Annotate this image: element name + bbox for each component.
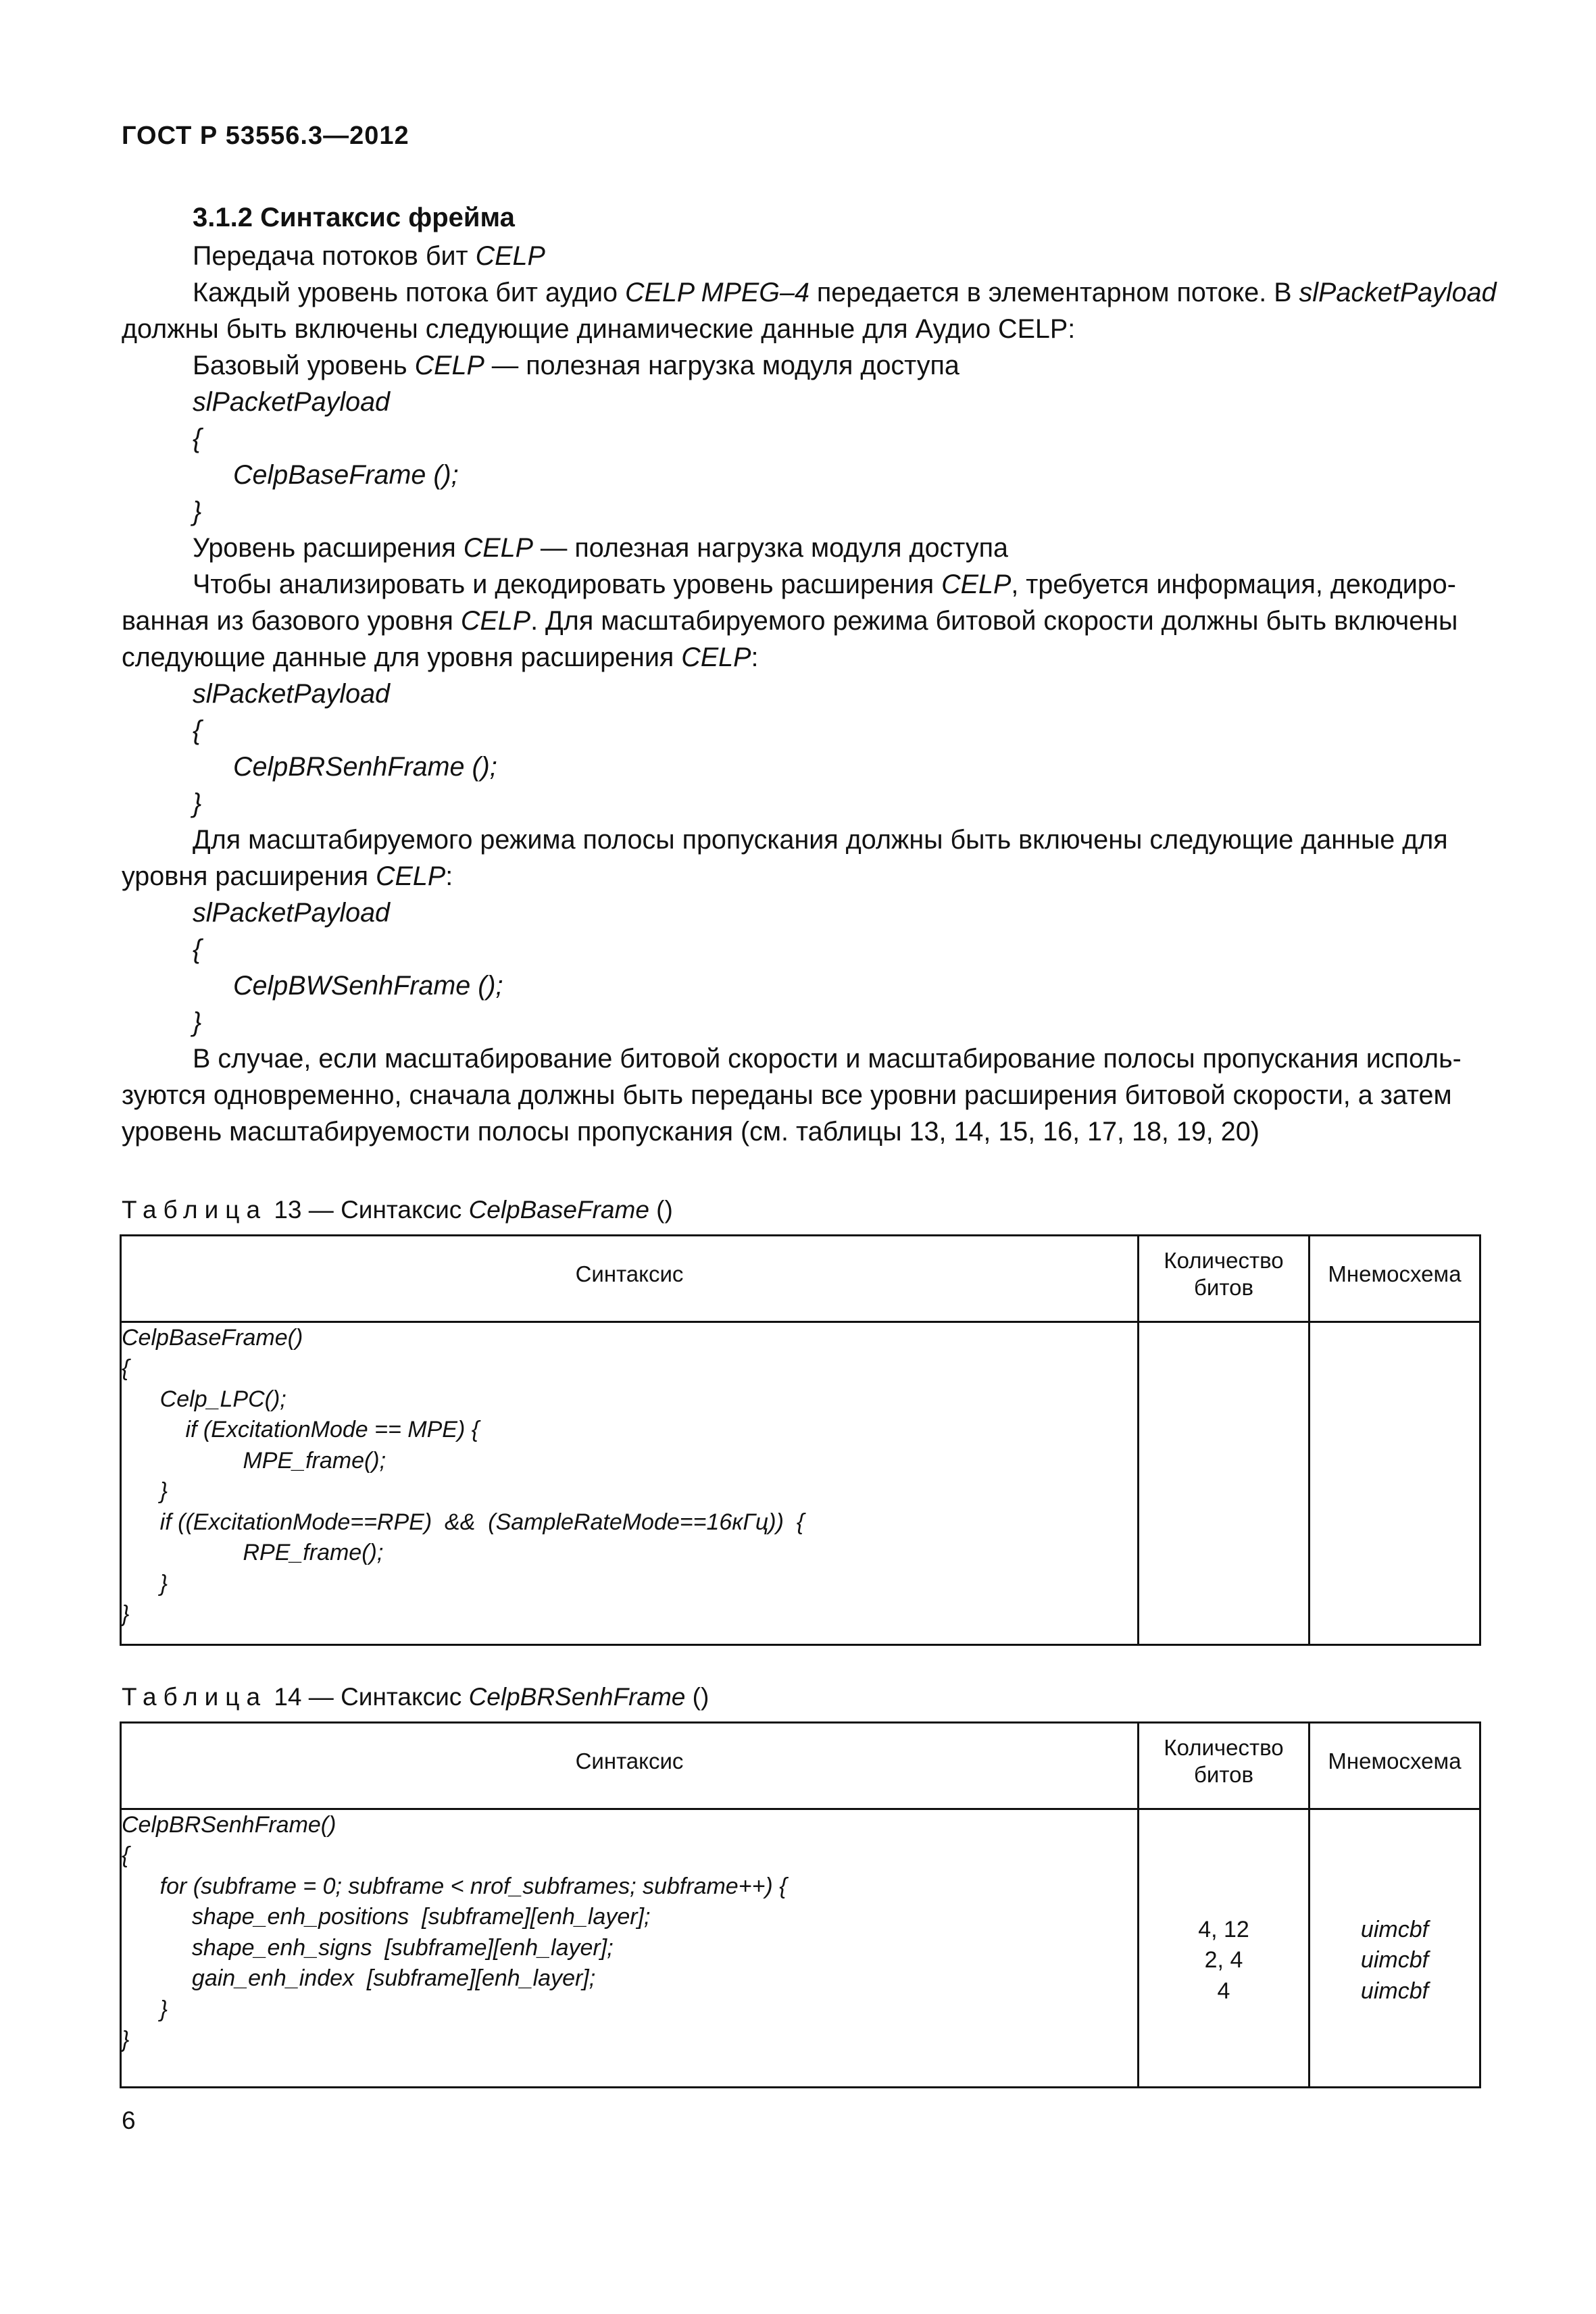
table-14	[120, 1721, 1481, 2088]
code-line: CelpBaseFrame ();	[233, 460, 459, 490]
code-line: slPacketPayload	[193, 387, 391, 417]
column-header-syntax: Синтаксис	[121, 1236, 1139, 1313]
column-header-mnemonic: Мнемосхема	[1310, 1236, 1480, 1313]
code-line: }	[193, 497, 202, 526]
body-line: ванная из базового уровня CELP. Для масштабируемого режима битовой скорости должны быть включены	[122, 606, 1458, 636]
header-separator	[121, 1800, 1139, 1809]
code-line: {	[193, 424, 202, 453]
body-line: Чтобы анализировать и декодировать уровень расширения CELP, требуется информация, декодиро-	[193, 570, 1456, 599]
body-line: уровня расширения CELP:	[122, 861, 453, 891]
code-line: slPacketPayload	[193, 898, 391, 928]
code-line: {	[193, 934, 202, 964]
body-line: В случае, если масштабирование битовой скорости и масштабирование полосы пропускания исполь-	[193, 1044, 1462, 1074]
syntax-cell: CelpBaseFrame() { Celp_LPC(); if (ExcitationMode == MPE) { MPE_frame(); } if ((ExcitationMode==RPE) && (SampleRateMode==16кГц)) { RPE_frame(); } }	[121, 1322, 1139, 1644]
body-line: должны быть включены следующие динамические данные для Аудио CELP:	[122, 314, 1076, 344]
table-13-caption: Таблица 13 — Синтаксис CelpBaseFrame ()	[122, 1196, 673, 1224]
code-line: }	[193, 1007, 202, 1037]
body-line: Базовый уровень CELP — полезная нагрузка модуля доступа	[193, 351, 959, 380]
column-header-syntax: Синтаксис	[121, 1723, 1139, 1800]
header-separator	[1310, 1313, 1480, 1322]
body-line: зуются одновременно, сначала должны быть переданы все уровни расширения битовой скорости, а затем	[122, 1080, 1452, 1110]
column-header-mnemonic: Мнемосхема	[1310, 1723, 1480, 1800]
header-separator	[1310, 1800, 1480, 1809]
table-14-caption: Таблица 14 — Синтаксис CelpBRSenhFrame ()	[122, 1683, 709, 1711]
header-separator	[121, 1313, 1139, 1322]
header-separator	[1139, 1800, 1310, 1809]
body-line: уровень масштабируемости полосы пропускания (см. таблицы 13, 14, 15, 16, 17, 18, 19, 20)	[122, 1117, 1260, 1147]
code-line: {	[193, 715, 202, 745]
body-line: Для масштабируемого режима полосы пропускания должны быть включены следующие данные для	[193, 825, 1448, 855]
code-line: CelpBWSenhFrame ();	[233, 971, 503, 1001]
body-line: следующие данные для уровня расширения CELP:	[122, 643, 759, 672]
mnemonic-cell	[1310, 1322, 1480, 1644]
bits-cell: 4, 12 2, 4 4	[1139, 1809, 1310, 2087]
page-number: 6	[122, 2107, 136, 2134]
table-13	[120, 1234, 1481, 1646]
syntax-cell: CelpBRSenhFrame() { for (subframe = 0; subframe < nrof_subframes; subframe++) { shape_enh_positions [subframe][enh_layer]; shape_enh_signs [subframe][enh_layer]; gain_enh_index [subframe][enh_layer]; } }	[121, 1809, 1139, 2087]
section-title: 3.1.2 Синтаксис фрейма	[193, 203, 515, 232]
code-line: }	[193, 788, 202, 818]
body-line: Каждый уровень потока бит аудио CELP MPEG–4 передается в элементарном потоке. В slPacketPayload	[193, 278, 1497, 307]
header-separator	[1139, 1313, 1310, 1322]
code-line: CelpBRSenhFrame ();	[233, 752, 497, 782]
bits-cell	[1139, 1322, 1310, 1644]
mnemonic-cell: uimcbf uimcbf uimcbf	[1310, 1809, 1480, 2087]
code-line: slPacketPayload	[193, 679, 391, 709]
column-header-bits: Количество битов	[1139, 1723, 1310, 1800]
body-line: Уровень расширения CELP — полезная нагрузка модуля доступа	[193, 533, 1008, 563]
body-line: Передача потоков бит CELP	[193, 241, 545, 271]
document-header: ГОСТ Р 53556.3—2012	[122, 122, 409, 150]
column-header-bits: Количество битов	[1139, 1236, 1310, 1313]
